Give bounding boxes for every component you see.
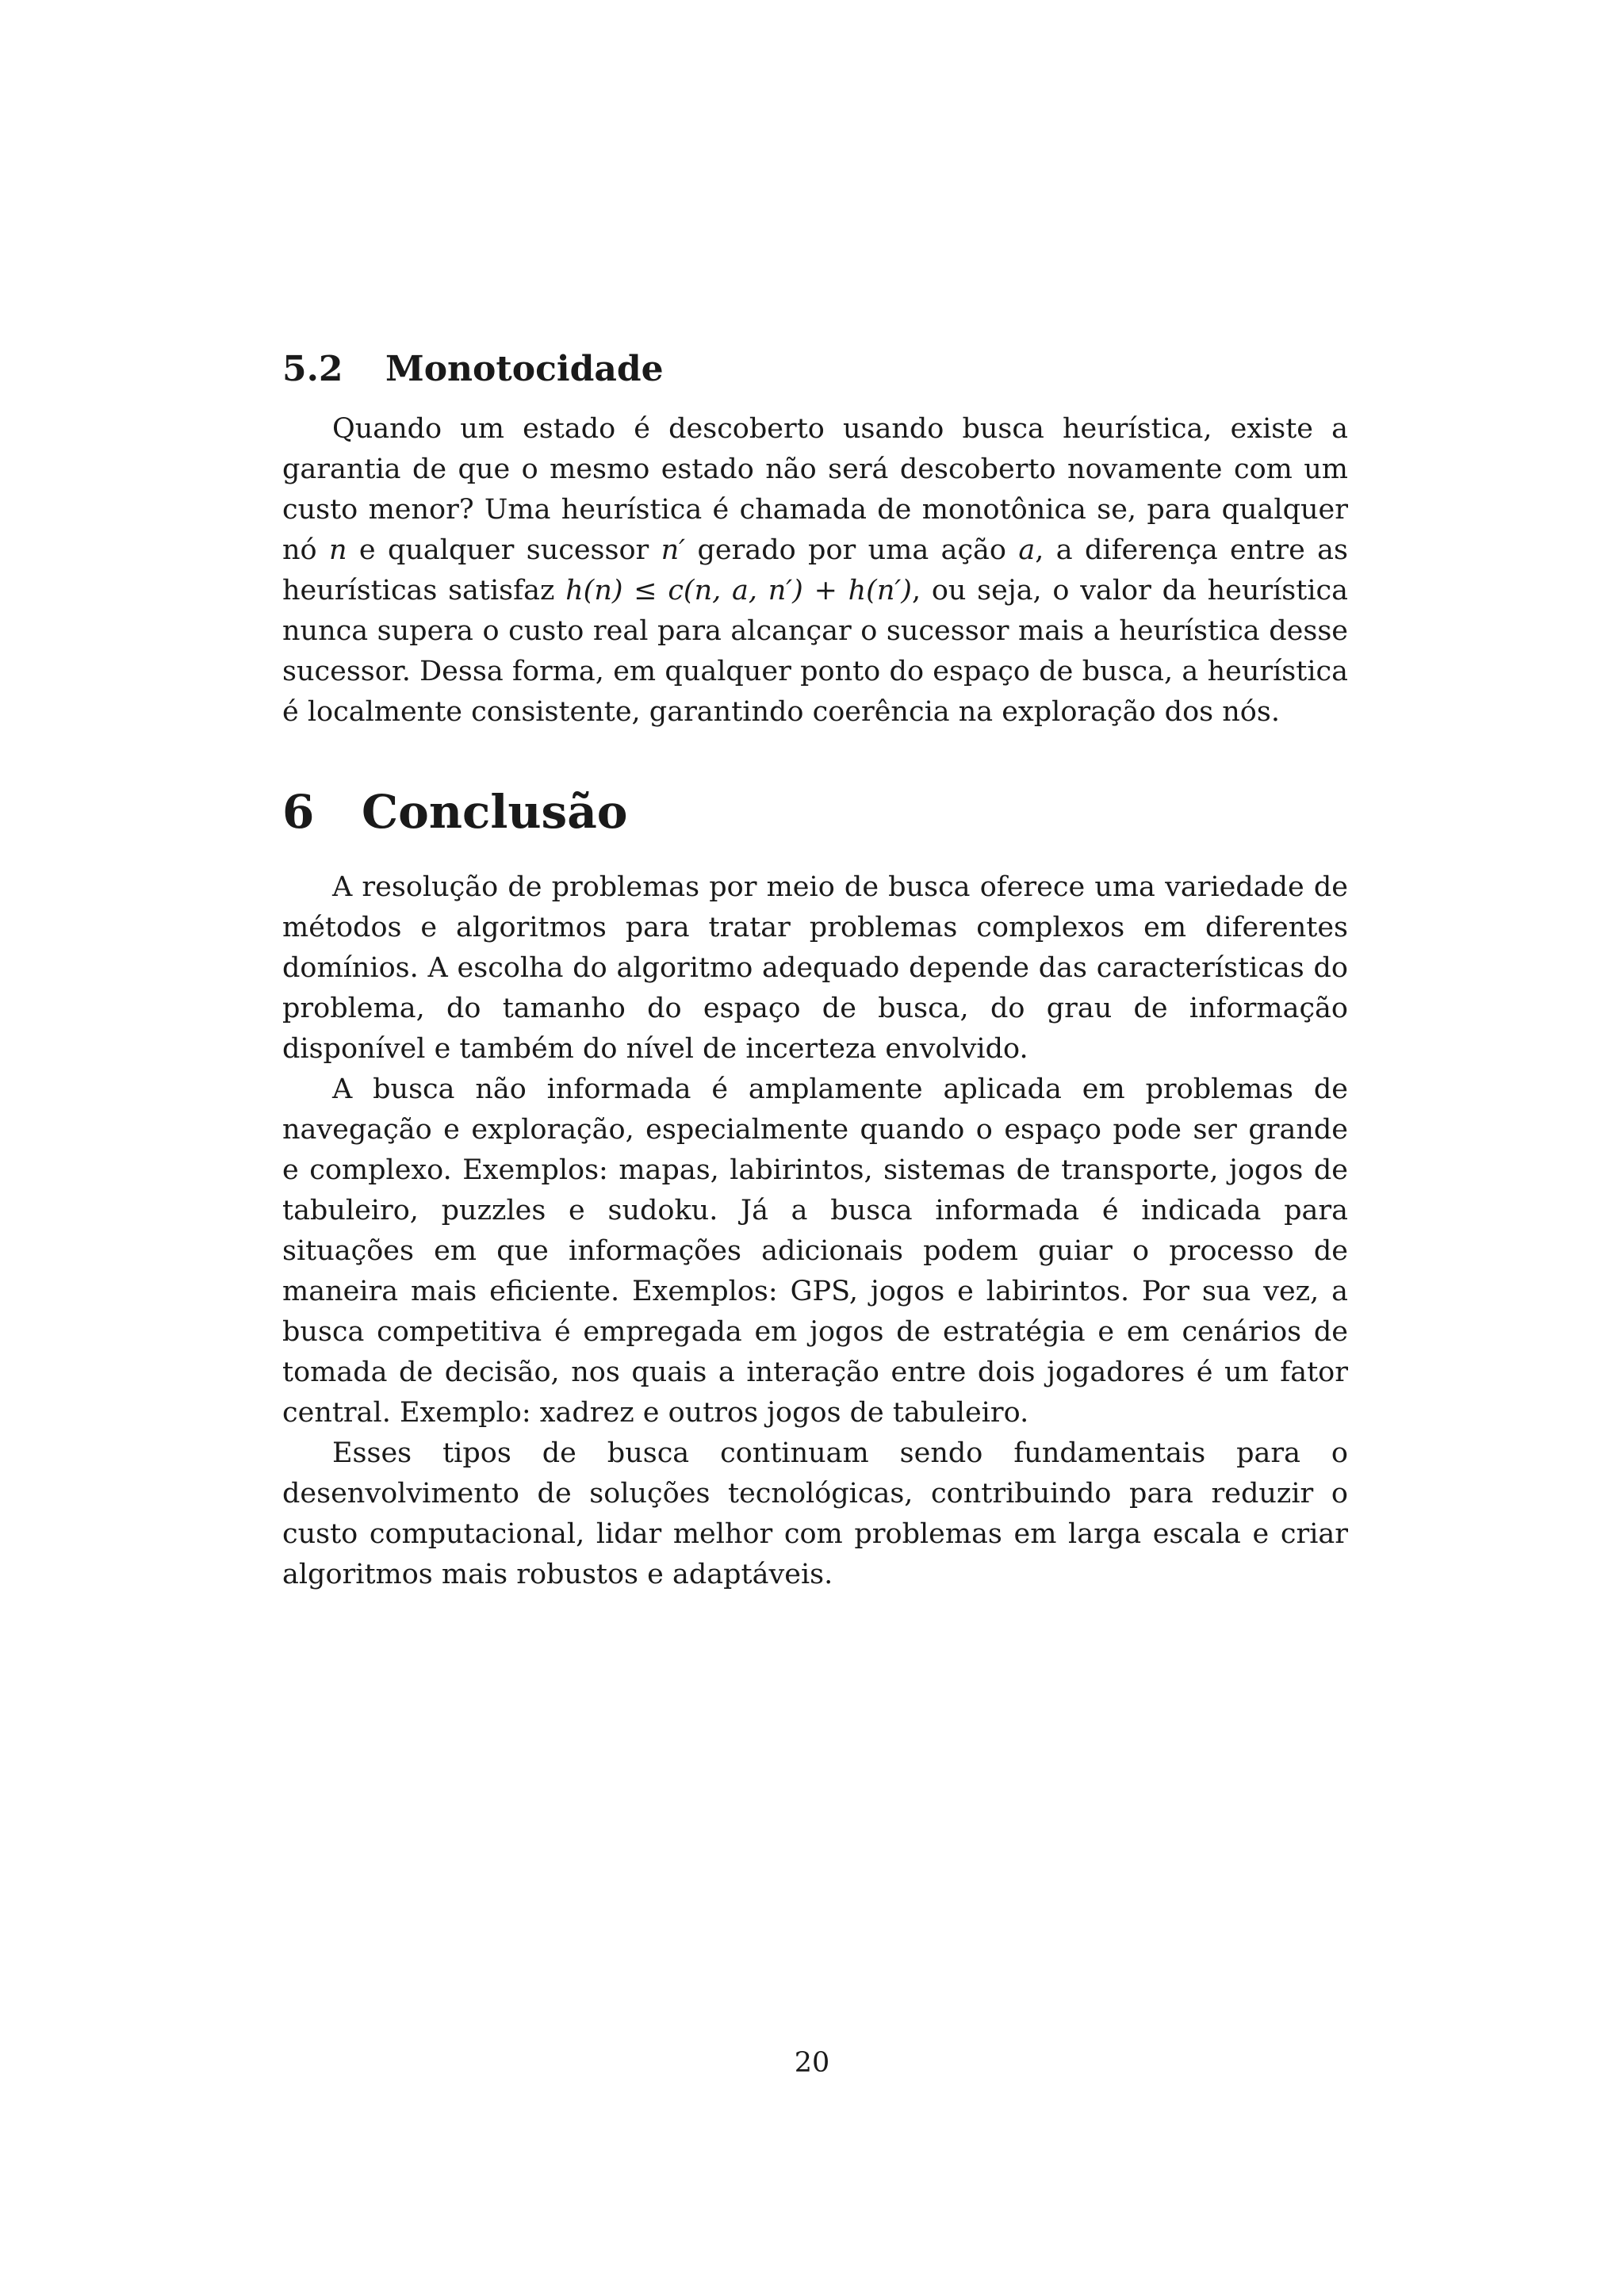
section-number: 6 [282, 785, 315, 839]
math-variable-n-prime: n′ [661, 534, 686, 566]
paragraph-text: Quando um estado é descoberto usando busca heurística, existe a garantia de que o mesmo estado não será descoberto novamente com um custo menor? Uma heurística é chamada de monotônica se, para qualquer nó [282, 413, 1348, 566]
conclusion-paragraph: A busca não informada é amplamente aplicada em problemas de navegação e exploração, especialmente quando o espaço pode ser grande e complexo. Exemplos: mapas, labirintos, sistemas de transporte, jogos de tabuleiro, puzzles e sudoku. Já a busca informada é indicada para situações em que informações adicionais podem guiar o processo de maneira mais eficiente. Exemplos: GPS, jogos e labirintos. Por sua vez, a busca competitiva é empregada em jogos de estratégia e em cenários de tomada de decisão, nos quais a interação entre dois jogadores é um fator central. Exemplo: xadrez e outros jogos de tabuleiro. [282, 1073, 1348, 1429]
conclusion-paragraph: Esses tipos de busca continuam sendo fundamentais para o desenvolvimento de soluções tecnológicas, contribuindo para reduzir o custo computacional, lidar melhor com problemas em larga escala e criar algoritmos mais robustos e adaptáveis. [282, 1437, 1348, 1590]
section-heading [282, 780, 1348, 844]
paragraph-text: gerado por uma ação [685, 534, 1019, 566]
math-formula: h(n) ≤ c(n, a, n′) + h(n′) [565, 575, 912, 607]
monotonicity-paragraph [282, 409, 1348, 733]
paragraph-text: , ou seja, o valor da heurística nunca supera o custo real para alcançar o sucessor mais a heurística desse sucessor. Dessa forma, em qualquer ponto do espaço de busca, a heurística é localmente consistente, garantindo coerência na exploração dos nós. [282, 575, 1348, 728]
section-title: Conclusão [362, 785, 628, 839]
math-variable-n: n [328, 534, 347, 566]
subsection-title: Monotocidade [385, 349, 664, 389]
paragraph-text: , a diferença entre as heurísticas satisfaz [282, 534, 1349, 607]
conclusion-paragraph: A resolução de problemas por meio de busca oferece uma variedade de métodos e algoritmos para tratar problemas complexos em diferentes domínios. A escolha do algoritmo adequado depende das características do problema, do tamanho do espaço de busca, do grau de informação disponível e também do nível de incerteza envolvido. [282, 871, 1348, 1065]
page-number: 20 [794, 2047, 830, 2079]
subsection-heading [282, 346, 1348, 393]
subsection-number: 5.2 [282, 349, 343, 389]
math-variable-a: a [1018, 534, 1036, 566]
page-body [282, 346, 1348, 1595]
paragraph-text: e qualquer sucessor [347, 534, 661, 566]
